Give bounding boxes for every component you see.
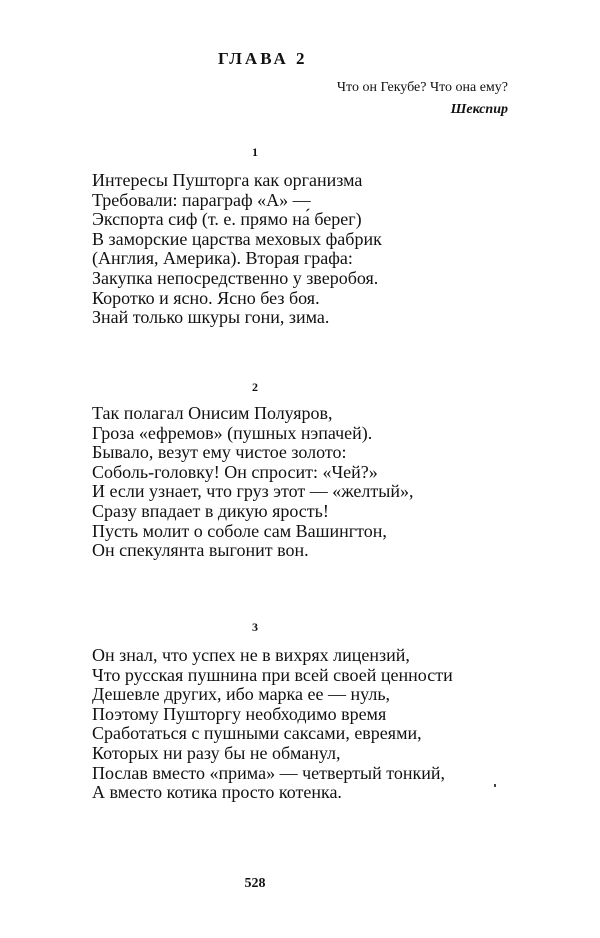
page-number: 528	[244, 876, 266, 891]
epigraph-text: Что он Гекубе? Что она ему?	[336, 80, 508, 95]
verse-line: Требовали: параграф «А» —	[92, 189, 311, 210]
verse-line: Знай только шкуры гони, зима.	[92, 307, 330, 328]
verse-line: Экспорта сиф (т. е. прямо на́ берег)	[92, 209, 362, 230]
verse-line: Так полагал Онисим Полуяров,	[92, 403, 333, 423]
verse-line: (Англия, Америка). Вторая графа:	[92, 248, 353, 269]
verse-line: И если узнает, что груз этот — «желтый»,	[92, 481, 414, 502]
stanza-2	[92, 404, 413, 561]
print-speck	[494, 784, 496, 787]
verse-line: Пусть молит о соболе сам Вашингтон,	[92, 520, 387, 541]
verse-line: Он спекулянта выгонит вон.	[92, 540, 309, 561]
verse-line: Соболь-головку! Он спросит: «Чей?»	[92, 461, 378, 482]
verse-line: Бывало, везут ему чистое золото:	[92, 442, 347, 463]
verse-line: В заморские царства меховых фабрик	[92, 228, 382, 249]
verse-line: Сработаться с пушными саксами, евреями,	[92, 723, 422, 744]
verse-line: Поэтому Пушторгу необходимо время	[92, 703, 387, 724]
verse-line: Что русская пушнина при всей своей ценности	[92, 664, 453, 685]
stanza-3	[92, 646, 453, 803]
section-number-3: 3	[252, 620, 258, 634]
section-number-1: 1	[252, 145, 258, 159]
verse-line: Коротко и ясно. Ясно без боя.	[92, 287, 320, 308]
verse-line: Послав вместо «прима» — четвертый тонкий,	[92, 762, 445, 783]
verse-line: Гроза «ефремов» (пушных нэпачей).	[92, 422, 373, 443]
section-number-2: 2	[252, 380, 258, 394]
verse-line: А вместо котика просто котенка.	[92, 782, 342, 803]
verse-line: Сразу впадает в дикую ярость!	[92, 500, 329, 521]
verse-line: Которых ни разу бы не обманул,	[92, 742, 341, 763]
stanza-1	[92, 171, 382, 328]
epigraph-author: Шекспир	[450, 102, 508, 117]
verse-line: Интересы Пушторга как организма	[92, 170, 363, 190]
verse-line: Он знал, что успех не в вихрях лицензий,	[92, 645, 410, 665]
verse-line: Дешевле других, ибо марка ее — нуль,	[92, 684, 391, 705]
chapter-title: ГЛАВА 2	[218, 49, 308, 68]
verse-line: Закупка непосредственно у зверобоя.	[92, 267, 379, 288]
